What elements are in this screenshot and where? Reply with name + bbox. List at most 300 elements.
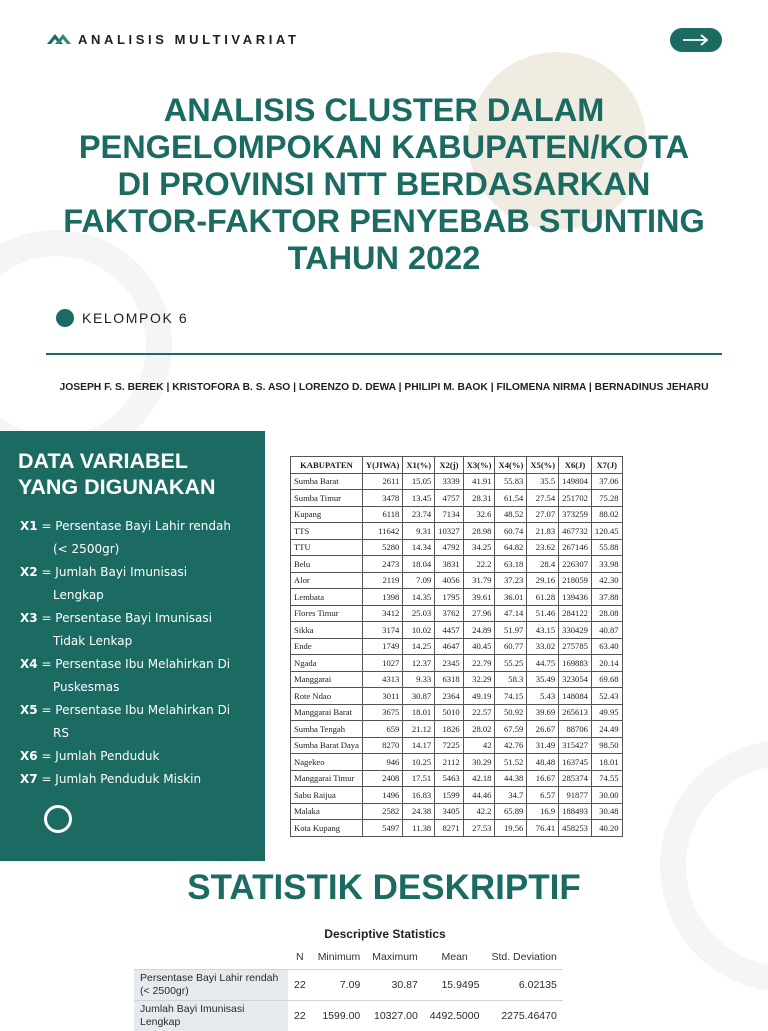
stats-cell: 10327.00 xyxy=(366,1001,424,1031)
table-cell: 69.68 xyxy=(591,671,622,688)
table-cell: 2473 xyxy=(362,556,402,573)
table-cell: 63.18 xyxy=(495,556,527,573)
table-cell: 23.74 xyxy=(403,506,435,523)
table-cell: 7.09 xyxy=(403,572,435,589)
table-cell: 4056 xyxy=(435,572,463,589)
table-row xyxy=(291,539,623,556)
table-cell-kabupaten: Sumba Tengah xyxy=(291,721,363,738)
page-title xyxy=(20,92,748,277)
stats-cell: 1599.00 xyxy=(312,1001,367,1031)
table-cell: 88706 xyxy=(559,721,592,738)
table-cell: 21.83 xyxy=(527,523,559,540)
table-row xyxy=(291,754,623,771)
table-cell: 13.45 xyxy=(403,490,435,507)
table-cell: 3339 xyxy=(435,473,463,490)
table-cell: 50.92 xyxy=(495,704,527,721)
bullet-dot-icon xyxy=(56,309,74,327)
column-header: Y(JIWA) xyxy=(362,457,402,474)
variable-text: = Jumlah Bayi Imunisasi xyxy=(41,565,187,579)
table-cell: 169883 xyxy=(559,655,592,672)
table-row xyxy=(291,523,623,540)
table-cell-kabupaten: Kota Kupang xyxy=(291,820,363,837)
table-cell: 30.48 xyxy=(591,803,622,820)
table-cell: 16.9 xyxy=(527,803,559,820)
table-cell: 315427 xyxy=(559,737,592,754)
variable-text-cont: RS xyxy=(53,726,69,740)
table-cell: 14.35 xyxy=(403,589,435,606)
table-cell: 51.52 xyxy=(495,754,527,771)
table-cell: 27.96 xyxy=(463,605,495,622)
table-cell: 48.52 xyxy=(495,506,527,523)
table-cell-kabupaten: Sumba Barat xyxy=(291,473,363,490)
table-cell: 37.06 xyxy=(591,473,622,490)
table-cell: 35.49 xyxy=(527,671,559,688)
title-line: FAKTOR-FAKTOR PENYEBAB STUNTING xyxy=(20,203,748,240)
table-cell: 42.2 xyxy=(463,803,495,820)
decorative-ring-right xyxy=(660,740,768,992)
table-cell: 28.31 xyxy=(463,490,495,507)
table-cell: 139436 xyxy=(559,589,592,606)
table-cell-kabupaten: TTU xyxy=(291,539,363,556)
table-cell: 47.14 xyxy=(495,605,527,622)
table-cell: 149804 xyxy=(559,473,592,490)
table-cell: 25.03 xyxy=(403,605,435,622)
table-cell: 4313 xyxy=(362,671,402,688)
table-cell: 18.04 xyxy=(403,556,435,573)
table-cell: 11.38 xyxy=(403,820,435,837)
column-header: X5(%) xyxy=(527,457,559,474)
variable-code: X3 xyxy=(20,611,38,625)
variable-code: X1 xyxy=(20,519,38,533)
divider xyxy=(46,353,722,355)
title-line: PENGELOMPOKAN KABUPATEN/KOTA xyxy=(20,129,748,166)
variable-item xyxy=(20,699,260,745)
table-cell: 4792 xyxy=(435,539,463,556)
title-line: DI PROVINSI NTT BERDASARKAN xyxy=(20,166,748,203)
data-table xyxy=(290,456,623,837)
variable-text: = Persentase Bayi Imunisasi xyxy=(41,611,212,625)
table-cell-kabupaten: Manggarai Timur xyxy=(291,770,363,787)
stats-column-header: Mean xyxy=(424,945,486,970)
circle-icon xyxy=(44,805,72,833)
table-cell: 265613 xyxy=(559,704,592,721)
table-cell: 2408 xyxy=(362,770,402,787)
stats-row xyxy=(134,970,563,1001)
variable-text-cont: Tidak Lenkap xyxy=(53,634,132,648)
table-cell: 267146 xyxy=(559,539,592,556)
variable-text: = Jumlah Penduduk Miskin xyxy=(41,772,201,786)
table-cell: 60.74 xyxy=(495,523,527,540)
table-cell: 1795 xyxy=(435,589,463,606)
table-cell: 2345 xyxy=(435,655,463,672)
table-cell-kabupaten: TTS xyxy=(291,523,363,540)
table-cell: 284122 xyxy=(559,605,592,622)
table-row xyxy=(291,506,623,523)
table-row xyxy=(291,589,623,606)
table-cell: 42.30 xyxy=(591,572,622,589)
table-cell: 16.83 xyxy=(403,787,435,804)
table-cell: 7134 xyxy=(435,506,463,523)
table-cell: 946 xyxy=(362,754,402,771)
stats-cell: 2275.46470 xyxy=(485,1001,562,1031)
table-cell: 9.33 xyxy=(403,671,435,688)
stats-column-header: Maximum xyxy=(366,945,424,970)
table-cell: 1599 xyxy=(435,787,463,804)
variable-item xyxy=(20,745,260,768)
table-cell: 19.56 xyxy=(495,820,527,837)
table-cell: 51.97 xyxy=(495,622,527,639)
table-cell: 35.5 xyxy=(527,473,559,490)
heading-line: YANG DIGUNAKAN xyxy=(18,474,216,500)
table-cell-kabupaten: Manggarai Barat xyxy=(291,704,363,721)
table-cell: 2119 xyxy=(362,572,402,589)
table-cell: 458253 xyxy=(559,820,592,837)
table-cell: 8271 xyxy=(435,820,463,837)
table-cell: 14.34 xyxy=(403,539,435,556)
table-cell-kabupaten: Malaka xyxy=(291,803,363,820)
table-header-row xyxy=(291,457,623,474)
table-cell: 251702 xyxy=(559,490,592,507)
table-cell: 91877 xyxy=(559,787,592,804)
table-cell: 44.38 xyxy=(495,770,527,787)
column-header: X2(j) xyxy=(435,457,463,474)
table-cell: 2364 xyxy=(435,688,463,705)
table-cell: 34.7 xyxy=(495,787,527,804)
table-cell: 41.91 xyxy=(463,473,495,490)
table-cell: 1826 xyxy=(435,721,463,738)
next-button[interactable] xyxy=(670,28,722,52)
variable-code: X7 xyxy=(20,772,38,786)
table-cell: 188493 xyxy=(559,803,592,820)
table-cell: 24.89 xyxy=(463,622,495,639)
table-cell: 2582 xyxy=(362,803,402,820)
variable-item xyxy=(20,768,260,791)
table-cell: 15.05 xyxy=(403,473,435,490)
table-cell: 36.01 xyxy=(495,589,527,606)
column-header: X6(J) xyxy=(559,457,592,474)
table-cell: 14.25 xyxy=(403,638,435,655)
table-cell: 64.82 xyxy=(495,539,527,556)
table-cell: 1398 xyxy=(362,589,402,606)
table-cell: 659 xyxy=(362,721,402,738)
table-cell: 26.67 xyxy=(527,721,559,738)
table-cell-kabupaten: Manggarai xyxy=(291,671,363,688)
table-cell: 55.88 xyxy=(591,539,622,556)
table-body xyxy=(291,473,623,836)
variable-item xyxy=(20,515,260,561)
table-cell: 27.53 xyxy=(463,820,495,837)
table-cell: 42 xyxy=(463,737,495,754)
table-cell: 39.69 xyxy=(527,704,559,721)
heading-line: DATA VARIABEL xyxy=(18,448,216,474)
table-cell-kabupaten: Flores Timur xyxy=(291,605,363,622)
table-row xyxy=(291,655,623,672)
table-row xyxy=(291,638,623,655)
variable-code: X6 xyxy=(20,749,38,763)
table-cell: 467732 xyxy=(559,523,592,540)
table-cell: 9.31 xyxy=(403,523,435,540)
table-cell: 323054 xyxy=(559,671,592,688)
table-cell: 8270 xyxy=(362,737,402,754)
stats-column-header: Std. Deviation xyxy=(485,945,562,970)
table-cell-kabupaten: Sikka xyxy=(291,622,363,639)
table-cell: 3405 xyxy=(435,803,463,820)
table-cell: 5463 xyxy=(435,770,463,787)
table-cell: 55.25 xyxy=(495,655,527,672)
table-cell: 40.20 xyxy=(591,820,622,837)
variables-panel xyxy=(0,431,265,861)
table-cell: 1027 xyxy=(362,655,402,672)
table-row xyxy=(291,803,623,820)
table-cell: 226307 xyxy=(559,556,592,573)
stats-cell: 7.09 xyxy=(312,970,367,1001)
table-cell: 74.55 xyxy=(591,770,622,787)
table-cell: 4647 xyxy=(435,638,463,655)
table-cell: 4457 xyxy=(435,622,463,639)
table-cell: 60.77 xyxy=(495,638,527,655)
table-cell: 30.00 xyxy=(591,787,622,804)
stats-cell: 6.02135 xyxy=(485,970,562,1001)
table-cell: 10.25 xyxy=(403,754,435,771)
table-cell: 17.51 xyxy=(403,770,435,787)
table-cell-kabupaten: Lembata xyxy=(291,589,363,606)
column-header: X7(J) xyxy=(591,457,622,474)
table-cell: 5497 xyxy=(362,820,402,837)
table-row xyxy=(291,605,623,622)
variables-heading xyxy=(18,448,216,500)
table-row xyxy=(291,770,623,787)
stats-column-header xyxy=(134,945,288,970)
table-cell: 76.41 xyxy=(527,820,559,837)
table-cell: 61.54 xyxy=(495,490,527,507)
table-cell: 18.01 xyxy=(403,704,435,721)
group-tag xyxy=(56,309,188,327)
table-cell: 29.16 xyxy=(527,572,559,589)
table-cell-kabupaten: Alor xyxy=(291,572,363,589)
section-title: STATISTIK DESKRIPTIF xyxy=(0,868,768,908)
variable-list xyxy=(20,515,260,791)
member-list: JOSEPH F. S. BEREK | KRISTOFORA B. S. ASO | LORENZO D. DEWA | PHILIPI M. BAOK | FILOMENA NIRMA | BERNADINUS JEHARU xyxy=(0,382,768,393)
stats-column-header: Minimum xyxy=(312,945,367,970)
table-cell: 1496 xyxy=(362,787,402,804)
table-cell: 37.23 xyxy=(495,572,527,589)
table-cell: 49.95 xyxy=(591,704,622,721)
table-cell: 40.87 xyxy=(591,622,622,639)
table-row xyxy=(291,737,623,754)
brand-name: ANALISIS MULTIVARIAT xyxy=(78,32,300,47)
table-cell: 30.87 xyxy=(403,688,435,705)
table-cell: 74.15 xyxy=(495,688,527,705)
table-cell: 6118 xyxy=(362,506,402,523)
table-cell: 22.2 xyxy=(463,556,495,573)
table-cell: 52.43 xyxy=(591,688,622,705)
variable-code: X5 xyxy=(20,703,38,717)
table-cell: 24.38 xyxy=(403,803,435,820)
table-row xyxy=(291,787,623,804)
table-cell: 11642 xyxy=(362,523,402,540)
column-header: X3(%) xyxy=(463,457,495,474)
table-cell: 44.75 xyxy=(527,655,559,672)
table-cell: 33.98 xyxy=(591,556,622,573)
table-row xyxy=(291,671,623,688)
table-cell: 28.98 xyxy=(463,523,495,540)
table-cell: 3011 xyxy=(362,688,402,705)
table-cell: 28.02 xyxy=(463,721,495,738)
table-cell: 58.3 xyxy=(495,671,527,688)
stats-cell: 30.87 xyxy=(366,970,424,1001)
table-row xyxy=(291,704,623,721)
chevron-up-logo-icon xyxy=(46,29,72,49)
table-row xyxy=(291,820,623,837)
table-cell: 63.40 xyxy=(591,638,622,655)
table-cell: 61.28 xyxy=(527,589,559,606)
table-cell: 34.25 xyxy=(463,539,495,556)
table-cell: 55.83 xyxy=(495,473,527,490)
variable-text-cont: Puskesmas xyxy=(53,680,119,694)
table-cell: 10327 xyxy=(435,523,463,540)
stats-header-row xyxy=(134,945,563,970)
table-cell: 7225 xyxy=(435,737,463,754)
table-row xyxy=(291,688,623,705)
table-cell: 120.45 xyxy=(591,523,622,540)
table-cell: 3675 xyxy=(362,704,402,721)
table-cell: 75.28 xyxy=(591,490,622,507)
variable-item xyxy=(20,561,260,607)
table-cell: 5.43 xyxy=(527,688,559,705)
table-cell: 2611 xyxy=(362,473,402,490)
variable-text-cont: (< 2500gr) xyxy=(53,542,119,556)
table-cell: 27.54 xyxy=(527,490,559,507)
table-cell-kabupaten: Belu xyxy=(291,556,363,573)
variable-code: X4 xyxy=(20,657,38,671)
stats-body xyxy=(134,970,563,1031)
group-label: KELOMPOK 6 xyxy=(82,310,188,326)
title-line: TAHUN 2022 xyxy=(20,240,748,277)
table-cell: 24.49 xyxy=(591,721,622,738)
variable-text: = Persentase Ibu Melahirkan Di xyxy=(41,703,230,717)
top-bar xyxy=(46,24,300,54)
table-cell: 275785 xyxy=(559,638,592,655)
table-cell: 373259 xyxy=(559,506,592,523)
table-cell: 27.07 xyxy=(527,506,559,523)
table-cell: 30.29 xyxy=(463,754,495,771)
table-cell: 3478 xyxy=(362,490,402,507)
table-cell: 42.76 xyxy=(495,737,527,754)
stats-table xyxy=(134,945,563,1031)
table-cell-kabupaten: Sabu Raijua xyxy=(291,787,363,804)
stats-cell: 4492.5000 xyxy=(424,1001,486,1031)
table-cell-kabupaten: Ende xyxy=(291,638,363,655)
table-cell: 67.59 xyxy=(495,721,527,738)
table-cell: 18.01 xyxy=(591,754,622,771)
table-cell: 148084 xyxy=(559,688,592,705)
table-cell: 31.79 xyxy=(463,572,495,589)
table-cell: 51.46 xyxy=(527,605,559,622)
variable-item xyxy=(20,607,260,653)
table-cell: 23.62 xyxy=(527,539,559,556)
table-cell: 5010 xyxy=(435,704,463,721)
variable-item xyxy=(20,653,260,699)
table-cell: 4757 xyxy=(435,490,463,507)
title-line: ANALISIS CLUSTER DALAM xyxy=(20,92,748,129)
table-cell: 218059 xyxy=(559,572,592,589)
table-cell: 40.45 xyxy=(463,638,495,655)
table-cell-kabupaten: Ngada xyxy=(291,655,363,672)
table-cell: 6318 xyxy=(435,671,463,688)
table-cell-kabupaten: Sumba Barat Daya xyxy=(291,737,363,754)
table-cell: 1749 xyxy=(362,638,402,655)
table-cell: 28.4 xyxy=(527,556,559,573)
stats-row-label: Jumlah Bayi Imunisasi Lengkap xyxy=(134,1001,288,1031)
table-cell: 5280 xyxy=(362,539,402,556)
table-cell: 44.46 xyxy=(463,787,495,804)
table-cell: 88.02 xyxy=(591,506,622,523)
column-header: X1(%) xyxy=(403,457,435,474)
table-cell-kabupaten: Kupang xyxy=(291,506,363,523)
table-cell: 98.50 xyxy=(591,737,622,754)
variable-text-cont: Lengkap xyxy=(53,588,104,602)
table-cell: 3412 xyxy=(362,605,402,622)
table-row xyxy=(291,556,623,573)
table-cell: 330429 xyxy=(559,622,592,639)
table-cell: 31.49 xyxy=(527,737,559,754)
table-cell: 20.14 xyxy=(591,655,622,672)
table-cell: 16.67 xyxy=(527,770,559,787)
stats-cell: 22 xyxy=(288,970,312,1001)
table-cell: 285374 xyxy=(559,770,592,787)
table-cell-kabupaten: Nagekeo xyxy=(291,754,363,771)
table-row xyxy=(291,622,623,639)
table-cell: 10.02 xyxy=(403,622,435,639)
stats-table-container xyxy=(134,945,563,1031)
stats-cell: 22 xyxy=(288,1001,312,1031)
column-header: X4(%) xyxy=(495,457,527,474)
table-cell: 32.29 xyxy=(463,671,495,688)
stats-row-label: Persentase Bayi Lahir rendah (< 2500gr) xyxy=(134,970,288,1001)
table-cell: 65.89 xyxy=(495,803,527,820)
variable-text: = Persentase Ibu Melahirkan Di xyxy=(41,657,230,671)
table-cell: 3174 xyxy=(362,622,402,639)
arrow-right-icon xyxy=(681,34,711,46)
table-cell-kabupaten: Sumba Timur xyxy=(291,490,363,507)
table-cell: 39.61 xyxy=(463,589,495,606)
variable-text: = Persentase Bayi Lahir rendah xyxy=(41,519,231,533)
table-cell: 33.02 xyxy=(527,638,559,655)
table-cell: 163745 xyxy=(559,754,592,771)
table-row xyxy=(291,721,623,738)
table-row xyxy=(291,572,623,589)
table-cell: 49.19 xyxy=(463,688,495,705)
stats-row xyxy=(134,1001,563,1031)
table-cell: 32.6 xyxy=(463,506,495,523)
variable-text: = Jumlah Penduduk xyxy=(41,749,159,763)
table-row xyxy=(291,490,623,507)
table-cell: 2112 xyxy=(435,754,463,771)
table-cell: 37.88 xyxy=(591,589,622,606)
table-cell: 6.57 xyxy=(527,787,559,804)
table-cell: 48.48 xyxy=(527,754,559,771)
table-cell: 42.18 xyxy=(463,770,495,787)
table-cell: 12.37 xyxy=(403,655,435,672)
stats-cell: 15.9495 xyxy=(424,970,486,1001)
table-cell-kabupaten: Rote Ndao xyxy=(291,688,363,705)
stats-column-header: N xyxy=(288,945,312,970)
stats-caption: Descriptive Statistics xyxy=(0,927,768,941)
table-row xyxy=(291,473,623,490)
variable-code: X2 xyxy=(20,565,38,579)
table-cell: 21.12 xyxy=(403,721,435,738)
table-cell: 14.17 xyxy=(403,737,435,754)
